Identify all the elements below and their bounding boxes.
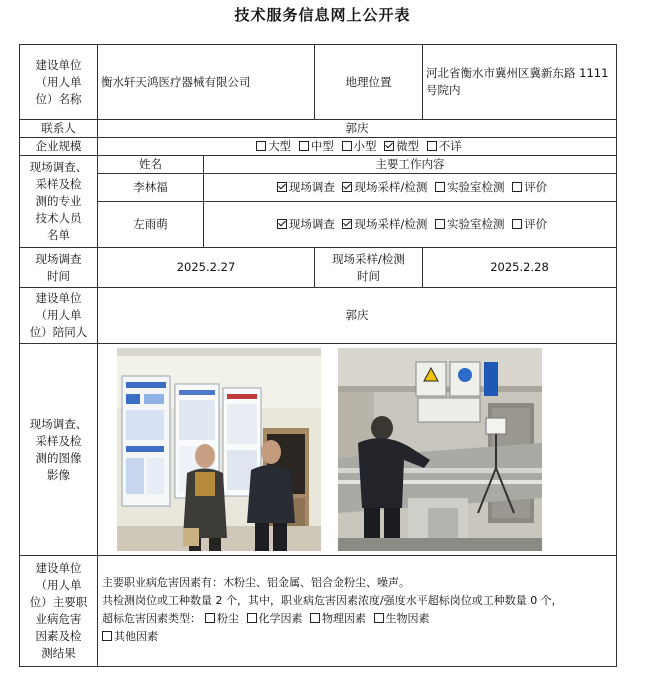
results-line-1: 主要职业病危害因素有：木粉尘、铝金属、铝合金粉尘、噪声。 [102,576,410,589]
checkbox-icon[interactable] [435,182,445,192]
sampling-time-label: 现场采样/检测 时间 [315,248,423,288]
results-line-3: 超标危害因素类型： 粉尘 化学因素 物理因素 生物因素 [102,612,430,625]
checkbox-icon [342,141,352,151]
scale-label: 企业规模 [20,138,98,156]
checkbox-icon[interactable] [512,182,522,192]
page-title: 技术服务信息网上公开表 [234,6,411,24]
survey-time-label: 现场调查 时间 [20,248,98,288]
survey-time-value: 2025.2.27 [98,248,315,288]
results-line-4: 其他因素 [102,628,612,646]
results-label: 建设单位 （用人单 位）主要职 业病危害 因素及检 测结果 [20,556,98,667]
person-name: 左雨萌 [98,202,204,248]
companion-value: 郭庆 [98,288,617,344]
checkbox-icon[interactable] [435,219,445,229]
work-header: 主要工作内容 [204,156,617,174]
checked-checkbox-icon[interactable] [277,219,287,229]
sampling-time-value: 2025.2.28 [423,248,617,288]
location-value: 河北省衡水市冀州区冀新东路 1111 号院内 [423,45,617,120]
results-content [98,556,617,667]
site-photo-office [117,348,321,551]
unit-label: 建设单位 （用人单 位）名称 [20,45,98,120]
images-label: 现场调查、 采样及检 测的图像 影像 [20,344,98,556]
scale-option[interactable]: 微型 [380,139,419,153]
scale-option[interactable]: 不详 [423,139,462,153]
person-tasks: 现场调查 现场采样/检测 实验室检测 评价 [204,174,617,202]
scale-option[interactable]: 大型 [252,139,291,153]
contact-value: 郭庆 [98,120,617,138]
checkbox-icon[interactable] [310,613,320,623]
checkbox-icon[interactable] [102,631,112,641]
checkbox-icon [427,141,437,151]
staff-label: 现场调查、 采样及检 测的专业 技术人员 名单 [20,156,98,248]
companion-label: 建设单位 （用人单 位）陪同人 [20,288,98,344]
checkbox-icon [256,141,266,151]
checked-checkbox-icon [384,141,394,151]
person-tasks: 现场调查 现场采样/检测 实验室检测 评价 [204,202,617,248]
checkbox-icon[interactable] [247,613,257,623]
scale-options [98,138,617,156]
name-header: 姓名 [98,156,204,174]
scale-option[interactable]: 中型 [295,139,334,153]
checkbox-icon[interactable] [512,219,522,229]
results-line-2: 共检测岗位或工种数量 2 个，其中，职业病危害因素浓度/强度水平超标岗位或工种数量 0 个， [102,594,563,607]
person-name: 李林福 [98,174,204,202]
site-photo-workshop [338,348,542,551]
location-label: 地理位置 [315,45,423,120]
checkbox-icon[interactable] [374,613,384,623]
checked-checkbox-icon[interactable] [342,219,352,229]
checked-checkbox-icon[interactable] [342,182,352,192]
unit-value: 衡水轩天鸿医疗器械有限公司 [98,45,315,120]
checked-checkbox-icon[interactable] [277,182,287,192]
scale-option[interactable]: 小型 [338,139,377,153]
checkbox-icon [299,141,309,151]
checkbox-icon[interactable] [205,613,215,623]
contact-label: 联系人 [20,120,98,138]
